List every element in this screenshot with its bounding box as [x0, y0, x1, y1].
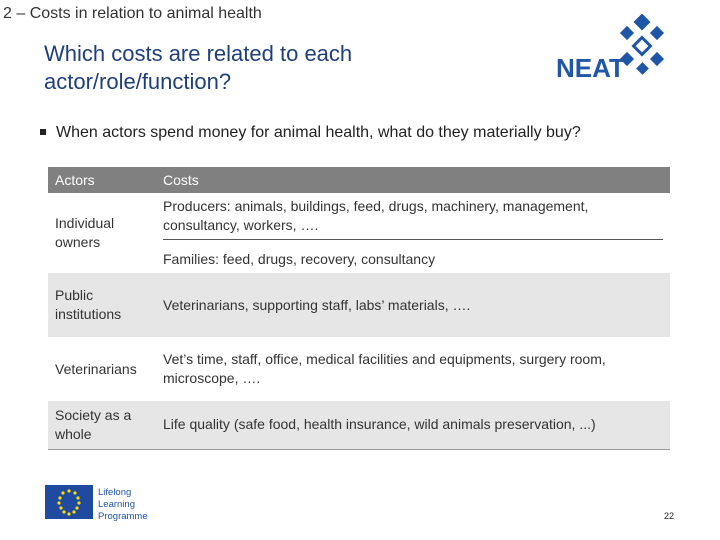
logo-line3: Programme [98, 511, 148, 522]
section-title: 2 – Costs in relation to animal health [3, 5, 262, 22]
bullet-point [40, 124, 581, 142]
costs-cell: Veterinarians, supporting staff, labs’ materials, …. [156, 273, 670, 337]
actor-cell: Public institutions [48, 273, 156, 337]
costs-families: Families: feed, drugs, recovery, consultancy [163, 251, 436, 267]
costs-cell: Life quality (safe food, health insurance, wild animals preservation, ...) [156, 401, 670, 449]
actor-cell: Veterinarians [55, 360, 137, 377]
lifelong-learning-logo [45, 483, 165, 523]
neat-logo [556, 14, 674, 84]
bullet-text: When actors spend money for animal health, what do they materially buy? [56, 124, 581, 141]
bullet-marker [40, 129, 46, 135]
slide-title: Which costs are related to each actor/role/function? [44, 41, 353, 94]
costs-table [48, 167, 670, 450]
page-number: 22 [664, 511, 675, 521]
costs-cell [156, 193, 670, 273]
header-actors: Actors [48, 167, 156, 193]
costs-producers: Producers: animals, buildings, feed, drugs, machinery, management, consultancy, workers, …. [163, 197, 663, 240]
logo-line2: Learning [98, 499, 135, 510]
actor-cell: Individual owners [55, 215, 115, 250]
costs-cell: Vet’s time, staff, office, medical facilities and equipments, surgery room, microscope, …. [163, 351, 606, 386]
logo-line1: Lifelong [98, 487, 132, 498]
actor-cell: Society as a whole [48, 401, 156, 449]
logo-text: NEAT [556, 53, 625, 83]
header-costs: Costs [156, 167, 670, 193]
